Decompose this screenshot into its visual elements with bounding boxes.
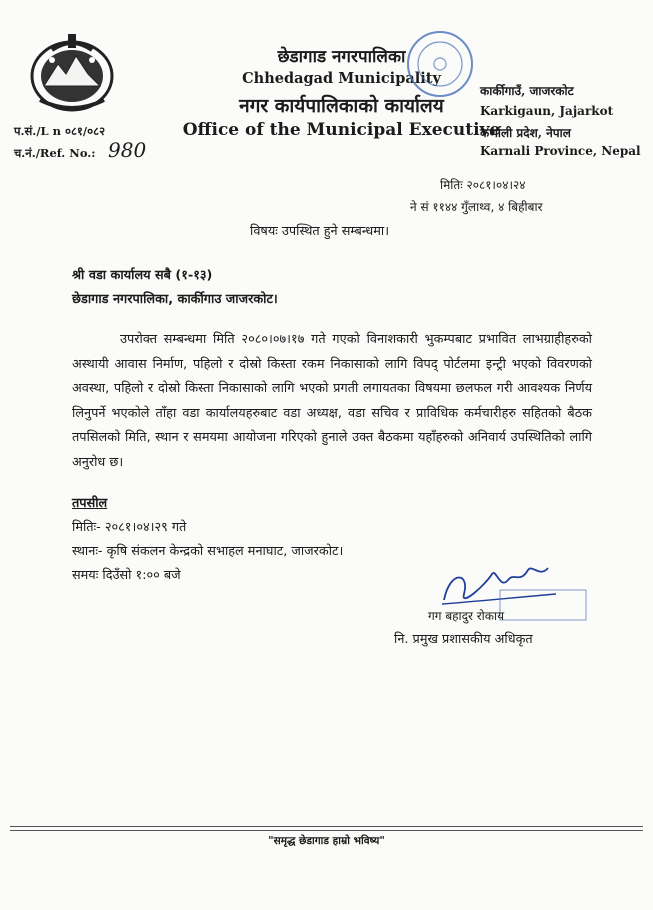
nepal-sambat-date: ने सं ११४४ गुँलाथ्व, ४ बिहीबार (410, 200, 543, 214)
schedule-place: स्थानः- कृषि संकलन केन्द्रको सभाहल मनाघाट, जाजरकोट। (72, 544, 344, 559)
schedule-heading: तपसील (72, 496, 108, 511)
office-name-en: Office of the Municipal Executive (182, 120, 501, 140)
ref-number-handwritten: 980 (108, 138, 147, 162)
signatory-title: नि. प्रमुख प्रशासकीय अधिकृत (394, 632, 533, 647)
address-line-1: कार्कीगाउँ, जाजरकोट (480, 84, 574, 98)
letter-date: मितिः २०८१।०४।२४ (440, 178, 526, 192)
body-paragraph: उपरोक्त सम्बन्धमा मिति २०८०।०७।१७ गते गएको विनाशकारी भुकम्पबाट प्रभावित लाभग्राहीहरुको अस्थायी आवास निर्माण, पहिलो र दोस्रो किस्ता रकम निकासाको लागि विपद् पोर्टलमा इन्ट्री भएको विवरणको अवस्था, पहिलो र दोस्रो किस्ता निकासाको लागि भएको प्रगती लगायतका विषयमा छलफल गरी आवश्यक निर्णय लिनुपर्ने भएकोले ताँहा वडा कार्यालयहरुबाट वडा अध्यक्ष, वडा सचिव र प्राविधिक कर्मचारीहरु सहितको बैठक तपसिलको मिति, स्थान र समयमा आयोजना गरिएको हुनाले उक्त बैठकमा यहाँहरुको अनिवार्य उपस्थितिको लागि अनुरोध छ। (72, 332, 592, 470)
footer-divider-top (10, 826, 643, 827)
ref-label: च.नं./Ref. No.: (14, 146, 96, 160)
address-line-2: Karkigaun, Jajarkot (480, 104, 614, 118)
municipality-name-en: Chhedagad Municipality (242, 70, 441, 87)
fiscal-year-ref: प.सं./L n ०८१/०८२ (14, 124, 106, 138)
office-seal-stamp-icon (404, 28, 476, 100)
recipient-line-2: छेडागाड नगरपालिका, कार्कीगाउ जाजरकोट। (72, 292, 278, 307)
signatory-name: गग बहादुर रोकाय (428, 609, 505, 623)
address-line-4: Karnali Province, Nepal (480, 144, 641, 158)
footer-motto: "समृद्ध छेडागाड हाम्रो भविष्य" (268, 835, 385, 847)
footer-divider-bottom (10, 830, 643, 831)
schedule-time: समयः दिउँसो १:०० बजे (72, 568, 181, 583)
recipient-line-1: श्री वडा कार्यालय सबै (१-१३) (72, 268, 213, 283)
address-line-3: कर्णाली प्रदेश, नेपाल (480, 126, 571, 140)
office-name-np: नगर कार्यपालिकाको कार्यालय (239, 95, 444, 117)
schedule-date: मितिः- २०८१।०४।२९ गते (72, 520, 187, 535)
municipality-name-np: छेडागाड नगरपालिका (277, 47, 406, 67)
subject-line: विषयः उपस्थित हुने सम्बन्धमा। (250, 224, 390, 239)
